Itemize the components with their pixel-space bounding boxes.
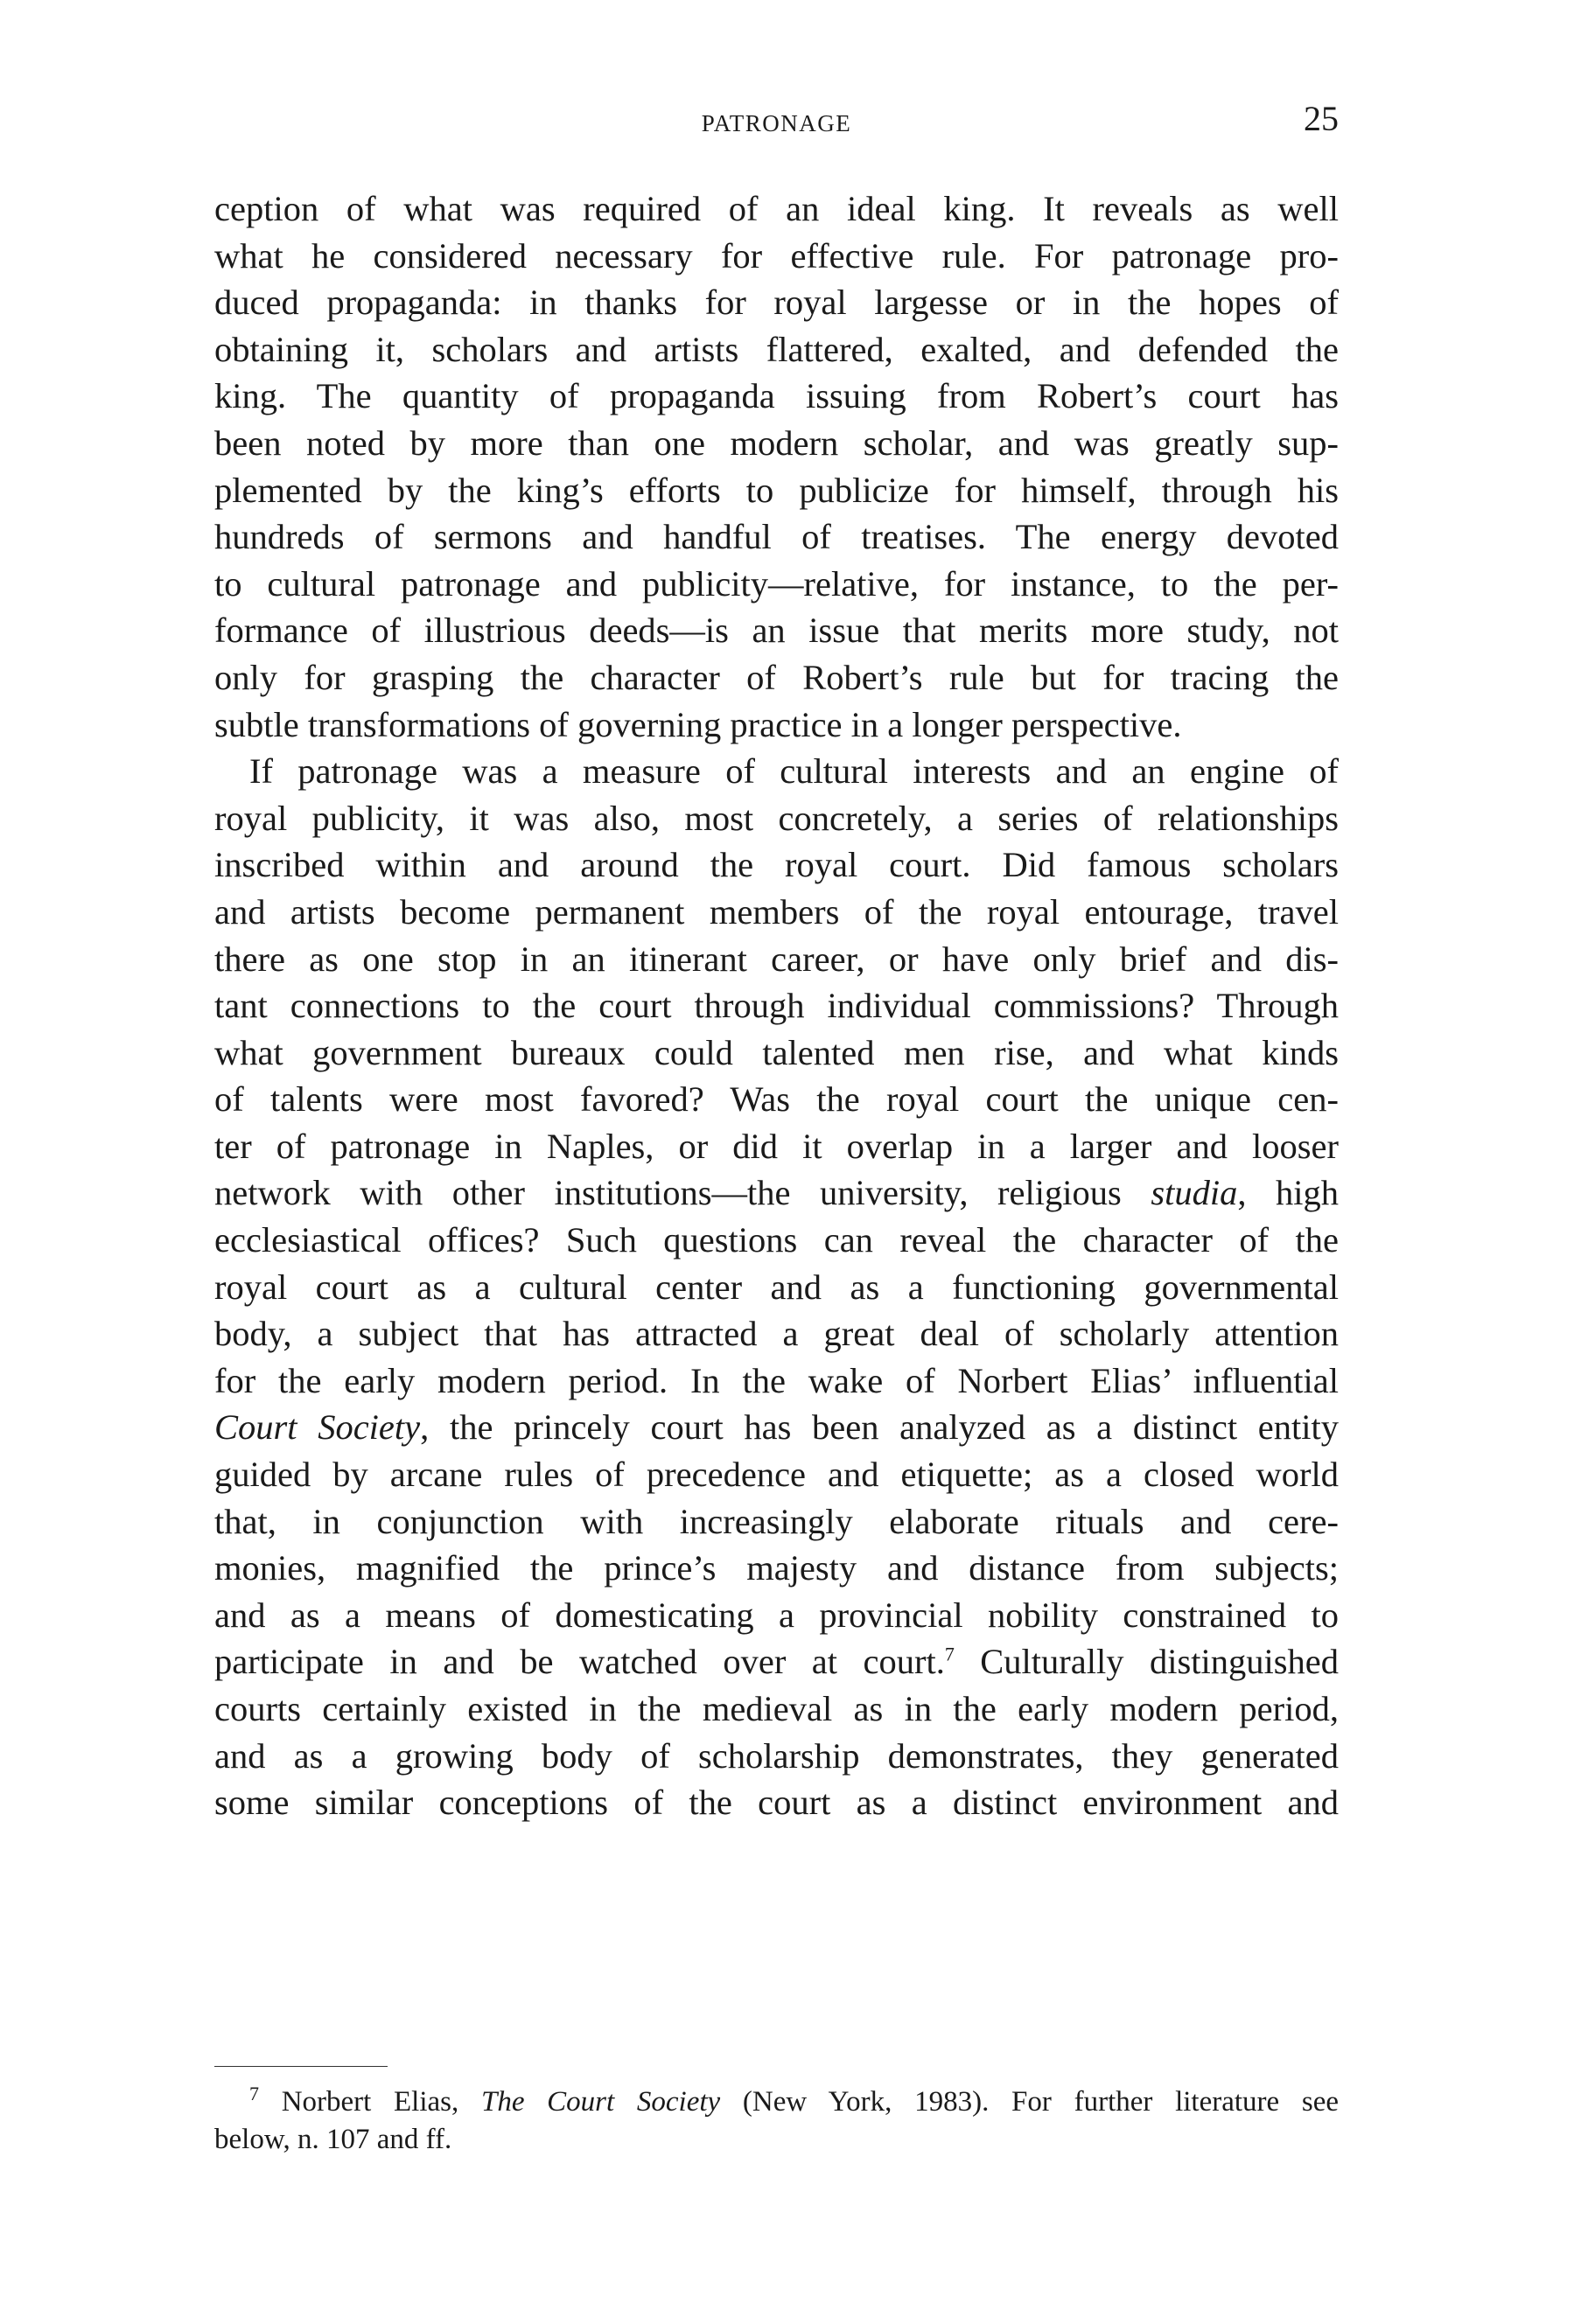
text-line: some similar conceptions of the court as a distinct environment and [214, 1783, 1339, 1823]
italic-term: studia [1151, 1173, 1238, 1213]
text-line: what he considered necessary for effective rule. For patronage pro- [214, 235, 1339, 276]
text-segment: (New York, 1983). For further literature see [720, 2086, 1340, 2118]
footnote [214, 2083, 1339, 2159]
text-line: body, a subject that has attracted a great deal of scholarly attention [214, 1314, 1339, 1354]
text-line: been noted by more than one modern scholar, and was greatly sup- [214, 422, 1339, 463]
text-line [214, 1404, 1339, 1451]
text-line [214, 1169, 1339, 1217]
text-line: tant connections to the court through individual commissions? Through [214, 986, 1339, 1026]
text-line: and as a means of domesticating a provincial nobility constrained to [214, 1595, 1339, 1635]
page-number: 25 [1304, 99, 1339, 138]
footnote-line: below, n. 107 and ff. [214, 2124, 452, 2155]
italic-title: Court Society [214, 1407, 421, 1448]
text-line: ecclesiastical offices? Such questions can reveal the character of the [214, 1220, 1339, 1260]
text-line: and artists become permanent members of the royal entourage, travel [214, 891, 1339, 932]
running-title: PATRONAGE [701, 110, 852, 136]
footnote-divider [214, 2066, 388, 2067]
text-line: courts certainly existed in the medieval as in the early modern period, [214, 1689, 1339, 1728]
text-line: for the early modern period. In the wake of Norbert Elias’ influential [214, 1360, 1339, 1400]
footnote-title: The Court Society [480, 2086, 721, 2118]
text-line: If patronage was a measure of cultural interests and an engine of [249, 751, 1339, 792]
text-line: hundreds of sermons and handful of treatises. The energy devoted [214, 517, 1339, 557]
text-line: ception of what was required of an ideal king. It reveals as well [214, 189, 1339, 228]
text-line: king. The quantity of propaganda issuing from Robert’s court has [214, 376, 1339, 416]
text-line: only for grasping the character of Robert’s rule but for tracing the [214, 657, 1339, 697]
text-segment: , the princely court has been analyzed as a distinct entity [420, 1407, 1339, 1448]
text-line: monies, magnified the prince’s majesty and distance from subjects; [214, 1548, 1339, 1588]
text-line: formance of illustrious deeds—is an issue that merits more study, not [214, 611, 1339, 651]
text-line: plemented by the king’s efforts to publicize for himself, through his [214, 470, 1339, 510]
text-line: guided by arcane rules of precedence and etiquette; as a closed world [214, 1455, 1339, 1495]
text-line: royal publicity, it was also, most concretely, a series of relationships [214, 798, 1339, 838]
text-line: ter of patronage in Naples, or did it overlap in a larger and looser [214, 1126, 1339, 1166]
text-line: obtaining it, scholars and artists flattered, exalted, and defended the [214, 329, 1339, 369]
text-line: that, in conjunction with increasingly elaborate rituals and cere- [214, 1501, 1339, 1541]
text-line: there as one stop in an itinerant career, or have only brief and dis- [214, 939, 1339, 979]
footnote-marker: 7 [249, 2083, 259, 2104]
running-head [214, 98, 1339, 150]
text-line: royal court as a cultural center and as a functioning governmental [214, 1267, 1339, 1307]
body-text [214, 185, 1339, 1826]
text-segment: , high [1237, 1173, 1339, 1213]
text-line: to cultural patronage and publicity—relative, for instance, to the per- [214, 563, 1339, 604]
text-line: what government bureaux could talented men rise, and what kinds [214, 1032, 1339, 1072]
text-line: inscribed within and around the royal court. Did famous scholars [214, 845, 1339, 885]
text-line: subtle transformations of governing practice in a longer perspective. [214, 704, 1182, 744]
text-line: duced propaganda: in thanks for royal largesse or in the hopes of [214, 283, 1339, 323]
footnote-line [214, 2083, 1339, 2121]
footnote-reference[interactable]: 7 [944, 1643, 955, 1665]
text-segment: Norbert Elias, [259, 2086, 481, 2118]
text-line [214, 1638, 1339, 1685]
text-segment: Culturally distinguished [954, 1642, 1339, 1682]
text-line: of talents were most favored? Was the royal court the unique cen- [214, 1079, 1339, 1120]
text-segment: participate in and be watched over at court. [214, 1642, 945, 1682]
text-segment: network with other institutions—the university, religious [214, 1173, 1151, 1213]
text-line: and as a growing body of scholarship demonstrates, they generated [214, 1735, 1339, 1776]
